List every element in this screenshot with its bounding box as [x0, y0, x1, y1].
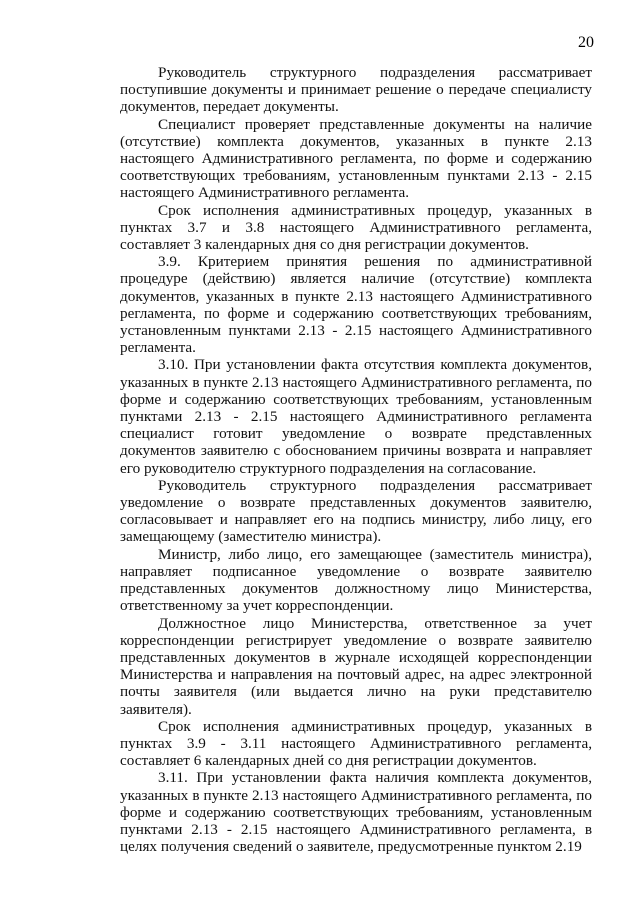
paragraph-head-approval: Руководитель структурного подразделения рассматривает уведомление о возврате представленных документов заявителю, согласовывает и направляет его на подпись министру, либо лицу, его замещающему (заместителю министра).: [120, 476, 592, 546]
page-number: 20: [578, 34, 594, 51]
paragraph-specialist-check: Специалист проверяет представленные документы на наличие (отсутствие) комплекта документов, указанных в пункте 2.13 настоящего Административного регламента, по форме и содержанию соответствующих требованиям, установленным пунктами 2.13 - 2.15 настоящего Административного регламента.: [120, 115, 592, 202]
paragraph-registration: Должностное лицо Министерства, ответственное за учет корреспонденции регистрирует уведомление о возврате заявителю представленных документов в журнале исходящей корреспонденции Министерства и направления на почтовый адрес, на адрес электронной почты заявителя (или выдается лично на руки представителю заявителя).: [120, 614, 592, 718]
paragraph-deadline-3-9-3-11: Срок исполнения административных процедур, указанных в пунктах 3.9 - 3.11 настоящего Административного регламента, составляет 6 календарных дней со дня регистрации документов.: [120, 717, 592, 770]
document-body: [120, 64, 592, 855]
paragraph-3-9-criterion: 3.9. Критерием принятия решения по административной процедуре (действию) является наличие (отсутствие) комплекта документов, указанных в пункте 2.13 настоящего Административного регламента, по форме и содержанию соответствующих требованиям, установленным пунктами 2.13 - 2.15 настоящего Административного регламента.: [120, 253, 592, 357]
paragraph-minister-sends: Министр, либо лицо, его замещающее (заместитель министра), направляет подписанное уведомление о возврате заявителю представленных документов должностному лицо Министерства, ответственному за учет корреспонденции.: [120, 545, 592, 615]
paragraph-3-11-presence: 3.11. При установлении факта наличия комплекта документов, указанных в пункте 2.13 настоящего Административного регламента, по форме и содержанию соответствующих требованиям, установленным пунктами 2.13 - 2.15 настоящего Административного регламента, в целях получения сведений о заявителе, предусмотренные пунктом 2.19: [120, 769, 592, 856]
paragraph-head-review: Руководитель структурного подразделения рассматривает поступившие документы и принимает решение о передаче специалисту документов, передает документы.: [120, 64, 592, 116]
paragraph-deadline-3-7-3-8: Срок исполнения административных процедур, указанных в пунктах 3.7 и 3.8 настоящего Административного регламента, составляет 3 календарных дня со дня регистрации документов.: [120, 201, 592, 254]
paragraph-3-10-absence: 3.10. При установлении факта отсутствия комплекта документов, указанных в пункте 2.13 настоящего Административного регламента, по форме и содержанию соответствующих требованиям, установленным пунктами 2.13 - 2.15 настоящего Административного регламента специалист готовит уведомление о возврате представленных документов заявителю с обоснованием причины возврата и направляет его руководителю структурного подразделения на согласование.: [120, 356, 592, 477]
